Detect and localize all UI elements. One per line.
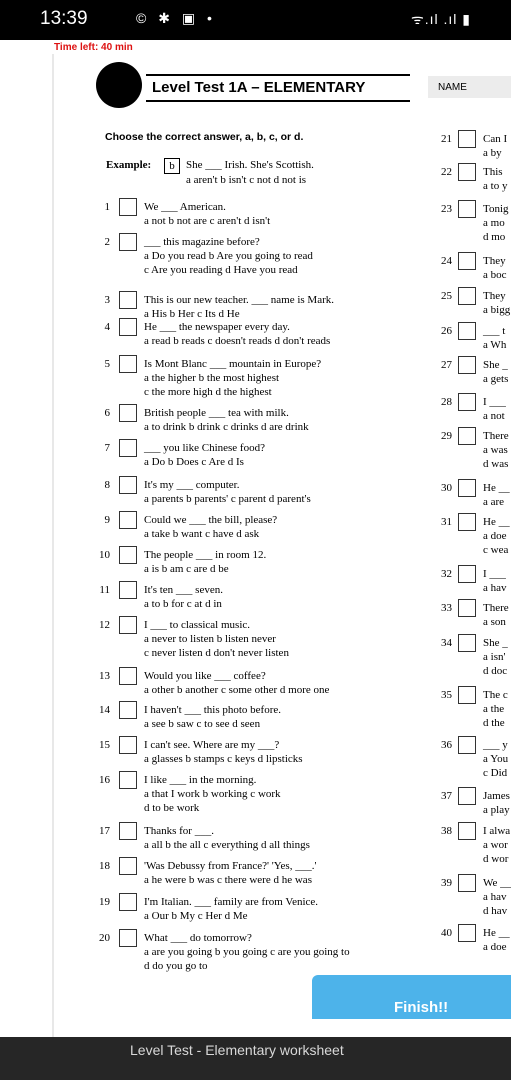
question-stem: I ___ <box>483 568 506 580</box>
question-options: a the higher b the most highest <box>144 372 280 384</box>
question-stem: It's my ___ computer. <box>144 479 240 491</box>
answer-checkbox[interactable] <box>458 322 476 340</box>
question-text <box>144 669 329 697</box>
question-stem: Can I <box>483 133 508 145</box>
question-text <box>144 703 281 731</box>
question-options: a Do b Does c Are d Is <box>144 456 244 468</box>
question-stem: They <box>483 255 506 267</box>
question-options: a Wh <box>483 339 507 351</box>
answer-checkbox[interactable] <box>119 233 137 251</box>
question-text <box>483 481 510 509</box>
question-options: a other b another c some other d more one <box>144 684 330 696</box>
question-number: 25 <box>441 290 452 302</box>
answer-checkbox[interactable] <box>119 581 137 599</box>
question-text <box>483 254 507 282</box>
question-number: 5 <box>104 358 110 370</box>
question-options: a the <box>483 703 505 715</box>
question-options: a boc <box>483 269 507 281</box>
question-options: a son <box>483 616 506 628</box>
time-left-label: Time left: 40 min <box>54 42 133 53</box>
question-options: a to drink b drink c drinks d are drink <box>144 421 309 433</box>
question-text <box>483 688 508 730</box>
question-stem: British people ___ tea with milk. <box>144 407 289 419</box>
question-number: 39 <box>441 877 452 889</box>
question-stem: Tonig <box>483 203 509 215</box>
question-options: a take b want c have d ask <box>144 528 260 540</box>
question-stem: She _ <box>483 637 508 649</box>
question-options: c never listen d don't never listen <box>144 647 289 659</box>
question-number: 35 <box>441 689 452 701</box>
answer-checkbox[interactable] <box>458 686 476 704</box>
question-stem: I'm Italian. ___ family are from Venice. <box>144 896 319 908</box>
question-stem: He __ <box>483 482 510 494</box>
answer-checkbox[interactable] <box>119 771 137 789</box>
question-number: 40 <box>441 927 452 939</box>
page-title: Level Test 1A – ELEMENTARY <box>152 79 366 96</box>
question-stem: James <box>483 790 510 802</box>
question-options: a not <box>483 410 505 422</box>
question-number: 4 <box>104 321 110 333</box>
answer-checkbox[interactable] <box>458 287 476 305</box>
question-number: 28 <box>441 396 452 408</box>
name-field <box>428 76 511 98</box>
question-options: a not b not are c aren't d isn't <box>144 215 271 227</box>
finish-button[interactable] <box>312 975 511 1019</box>
question-options: a are <box>483 496 505 508</box>
question-options: a he were b was c there were d he was <box>144 874 312 886</box>
question-options: a Our b My c Her d Me <box>144 910 248 922</box>
question-text <box>144 738 303 766</box>
question-text <box>144 200 270 228</box>
answer-checkbox[interactable] <box>458 924 476 942</box>
question-options: a is b am c are d be <box>144 563 229 575</box>
answer-checkbox[interactable] <box>458 393 476 411</box>
question-options: a isn' <box>483 651 506 663</box>
question-stem: Is Mont Blanc ___ mountain in Europe? <box>144 358 322 370</box>
question-text <box>483 289 510 317</box>
question-text <box>144 513 277 541</box>
answer-checkbox[interactable] <box>119 857 137 875</box>
question-options: a wor <box>483 839 508 851</box>
question-options: d hav <box>483 905 508 917</box>
question-number: 11 <box>99 584 110 596</box>
question-number: 26 <box>441 325 452 337</box>
answer-checkbox[interactable] <box>119 355 137 373</box>
question-number: 13 <box>99 670 110 682</box>
answer-checkbox[interactable] <box>458 736 476 754</box>
question-stem: The people ___ in room 12. <box>144 549 267 561</box>
answer-checkbox[interactable] <box>119 929 137 947</box>
question-stem: Would you like ___ coffee? <box>144 670 266 682</box>
answer-checkbox[interactable] <box>119 476 137 494</box>
question-options: a His b Her c Its d He <box>144 308 240 320</box>
answer-checkbox[interactable] <box>119 822 137 840</box>
answer-checkbox[interactable] <box>119 198 137 216</box>
question-stem: It's ten ___ seven. <box>144 584 223 596</box>
answer-checkbox[interactable] <box>458 634 476 652</box>
question-stem: The c <box>483 689 508 701</box>
question-options: a doe <box>483 530 507 542</box>
question-text <box>483 567 507 595</box>
question-stem: ___ y <box>483 739 508 751</box>
question-text <box>144 859 316 887</box>
signal-battery-icons: ᯤ.ıl .ıl ▮ <box>410 11 471 27</box>
header-circle-logo <box>96 62 142 108</box>
question-number: 31 <box>441 516 452 528</box>
answer-checkbox[interactable] <box>119 404 137 422</box>
question-options: a doe <box>483 941 507 953</box>
question-text <box>483 601 509 629</box>
question-text <box>144 931 350 973</box>
question-text <box>483 358 508 386</box>
question-stem: I like ___ in the morning. <box>144 774 257 786</box>
finish-button-label: Finish!! <box>394 999 449 1016</box>
question-number: 15 <box>99 739 110 751</box>
question-number: 24 <box>441 255 452 267</box>
question-options: a bigg <box>483 304 511 316</box>
question-number: 20 <box>99 932 110 944</box>
answer-checkbox[interactable] <box>458 874 476 892</box>
answer-checkbox[interactable] <box>119 736 137 754</box>
answer-checkbox[interactable] <box>458 513 476 531</box>
answer-checkbox[interactable] <box>458 130 476 148</box>
question-text <box>483 876 511 918</box>
answer-checkbox[interactable] <box>458 599 476 617</box>
question-options: d the <box>483 717 505 729</box>
question-number: 33 <box>441 602 452 614</box>
answer-checkbox[interactable] <box>119 893 137 911</box>
answer-checkbox[interactable] <box>458 565 476 583</box>
example-options: a aren't b isn't c not d not is <box>186 174 307 186</box>
answer-checkbox[interactable] <box>458 200 476 218</box>
question-stem: ___ t <box>483 325 506 337</box>
answer-checkbox[interactable] <box>458 356 476 374</box>
question-number: 3 <box>104 294 110 306</box>
question-options: a all b the all c everything d all things <box>144 839 310 851</box>
question-options: a was <box>483 444 508 456</box>
question-number: 36 <box>441 739 452 751</box>
question-options: d wor <box>483 853 509 865</box>
question-text <box>144 773 281 815</box>
question-text <box>483 202 509 244</box>
question-options: a are you going b you going c are you going to <box>144 946 350 958</box>
question-number: 12 <box>99 619 110 631</box>
answer-checkbox[interactable] <box>458 427 476 445</box>
question-text <box>144 895 318 923</box>
question-options: a to y <box>483 180 508 192</box>
question-number: 18 <box>99 860 110 872</box>
question-text <box>144 293 334 321</box>
question-text <box>144 583 223 611</box>
sheet-edge <box>52 54 54 1037</box>
question-options: c the more high d the highest <box>144 386 272 398</box>
question-stem: Thanks for ___. <box>144 825 214 837</box>
example-answer-box: b <box>164 158 180 174</box>
question-options: a see b saw c to see d seen <box>144 718 261 730</box>
answer-checkbox[interactable] <box>458 822 476 840</box>
question-text <box>483 429 509 471</box>
question-text <box>144 618 289 660</box>
question-options: a to b for c at d in <box>144 598 222 610</box>
question-stem: I alwa <box>483 825 511 837</box>
question-stem: 'Was Debussy from France?' 'Yes, ___.' <box>144 860 317 872</box>
question-stem: What ___ do tomorrow? <box>144 932 252 944</box>
question-stem: They <box>483 290 506 302</box>
answer-checkbox[interactable] <box>119 318 137 336</box>
answer-checkbox[interactable] <box>119 291 137 309</box>
question-stem: I ___ to classical music. <box>144 619 251 631</box>
answer-checkbox[interactable] <box>458 163 476 181</box>
question-text <box>483 324 506 352</box>
question-options: a parents b parents' c parent d parent's <box>144 493 311 505</box>
question-options: c Did <box>483 767 508 779</box>
question-stem: She _ <box>483 359 508 371</box>
question-number: 2 <box>104 236 110 248</box>
answer-checkbox[interactable] <box>119 616 137 634</box>
question-number: 38 <box>441 825 452 837</box>
question-text <box>483 738 508 780</box>
question-text <box>483 789 510 817</box>
instructions: Choose the correct answer, a, b, c, or d. <box>105 131 304 143</box>
question-text <box>144 478 311 506</box>
question-options: d was <box>483 458 509 470</box>
question-number: 10 <box>99 549 110 561</box>
question-options: c Are you reading d Have you read <box>144 264 298 276</box>
question-text <box>144 824 310 852</box>
question-options: a by <box>483 147 502 159</box>
question-stem: This is our new teacher. ___ name is Mark. <box>144 294 335 306</box>
question-text <box>483 165 507 193</box>
question-stem: This <box>483 166 503 178</box>
question-number: 37 <box>441 790 452 802</box>
question-number: 32 <box>441 568 452 580</box>
question-stem: ___ you like Chinese food? <box>144 442 265 454</box>
question-stem: ___ this magazine before? <box>144 236 260 248</box>
name-label: NAME <box>438 82 467 93</box>
answer-checkbox[interactable] <box>119 667 137 685</box>
status-time: 13:39 <box>40 8 88 29</box>
question-text <box>483 395 506 423</box>
question-text <box>144 320 330 348</box>
question-text <box>144 357 321 399</box>
question-number: 1 <box>104 201 110 213</box>
question-options: a play <box>483 804 510 816</box>
title-box <box>146 74 410 102</box>
question-number: 21 <box>441 133 452 145</box>
question-stem: I haven't ___ this photo before. <box>144 704 282 716</box>
question-stem: I ___ <box>483 396 506 408</box>
question-number: 9 <box>104 514 110 526</box>
example-label: Example: <box>106 159 152 171</box>
question-text <box>483 515 510 557</box>
question-stem: There <box>483 430 509 442</box>
answer-checkbox[interactable] <box>119 439 137 457</box>
question-options: d do you go to <box>144 960 208 972</box>
question-number: 7 <box>104 442 110 454</box>
question-stem: We __ <box>483 877 511 889</box>
notification-icons: © ✱ ▣ • <box>136 10 216 26</box>
worksheet-page <box>0 40 511 1037</box>
question-number: 29 <box>441 430 452 442</box>
question-text <box>483 132 507 160</box>
question-number: 23 <box>441 203 452 215</box>
answer-checkbox[interactable] <box>458 252 476 270</box>
question-text <box>483 824 510 866</box>
question-number: 27 <box>441 359 452 371</box>
question-stem: He ___ the newspaper every day. <box>144 321 290 333</box>
question-stem: Could we ___ the bill, please? <box>144 514 278 526</box>
question-options: a gets <box>483 373 509 385</box>
question-text <box>483 926 510 954</box>
question-number: 17 <box>99 825 110 837</box>
question-stem: He __ <box>483 927 510 939</box>
question-text <box>144 406 309 434</box>
bottom-title-bar <box>0 1037 511 1080</box>
answer-checkbox[interactable] <box>458 787 476 805</box>
question-text <box>144 235 313 277</box>
question-text <box>144 548 266 576</box>
question-options: a mo <box>483 217 505 229</box>
question-text <box>144 441 265 469</box>
question-options: c wea <box>483 544 509 556</box>
answer-checkbox[interactable] <box>119 701 137 719</box>
question-options: a You <box>483 753 509 765</box>
question-options: a glasses b stamps c keys d lipsticks <box>144 753 303 765</box>
answer-checkbox[interactable] <box>458 479 476 497</box>
question-stem: He __ <box>483 516 510 528</box>
question-options: a hav <box>483 891 507 903</box>
question-number: 8 <box>104 479 110 491</box>
question-stem: We ___ American. <box>144 201 226 213</box>
question-options: a never to listen b listen never <box>144 633 276 645</box>
question-text <box>483 636 508 678</box>
question-stem: I can't see. Where are my ___? <box>144 739 280 751</box>
question-number: 34 <box>441 637 452 649</box>
answer-checkbox[interactable] <box>119 511 137 529</box>
question-number: 22 <box>441 166 452 178</box>
question-number: 19 <box>99 896 110 908</box>
question-options: d doc <box>483 665 508 677</box>
question-options: a read b reads c doesn't reads d don't reads <box>144 335 331 347</box>
question-options: a that I work b working c work <box>144 788 281 800</box>
status-bar <box>0 0 511 40</box>
question-options: d to be work <box>144 802 200 814</box>
answer-checkbox[interactable] <box>119 546 137 564</box>
question-options: d mo <box>483 231 506 243</box>
worksheet-title: Level Test - Elementary worksheet <box>130 1042 344 1058</box>
example-text: She ___ Irish. She's Scottish. <box>186 159 314 171</box>
question-number: 16 <box>99 774 110 786</box>
question-stem: There <box>483 602 509 614</box>
question-number: 6 <box>104 407 110 419</box>
question-number: 30 <box>441 482 452 494</box>
question-options: a hav <box>483 582 507 594</box>
question-options: a Do you read b Are you going to read <box>144 250 313 262</box>
question-number: 14 <box>99 704 110 716</box>
